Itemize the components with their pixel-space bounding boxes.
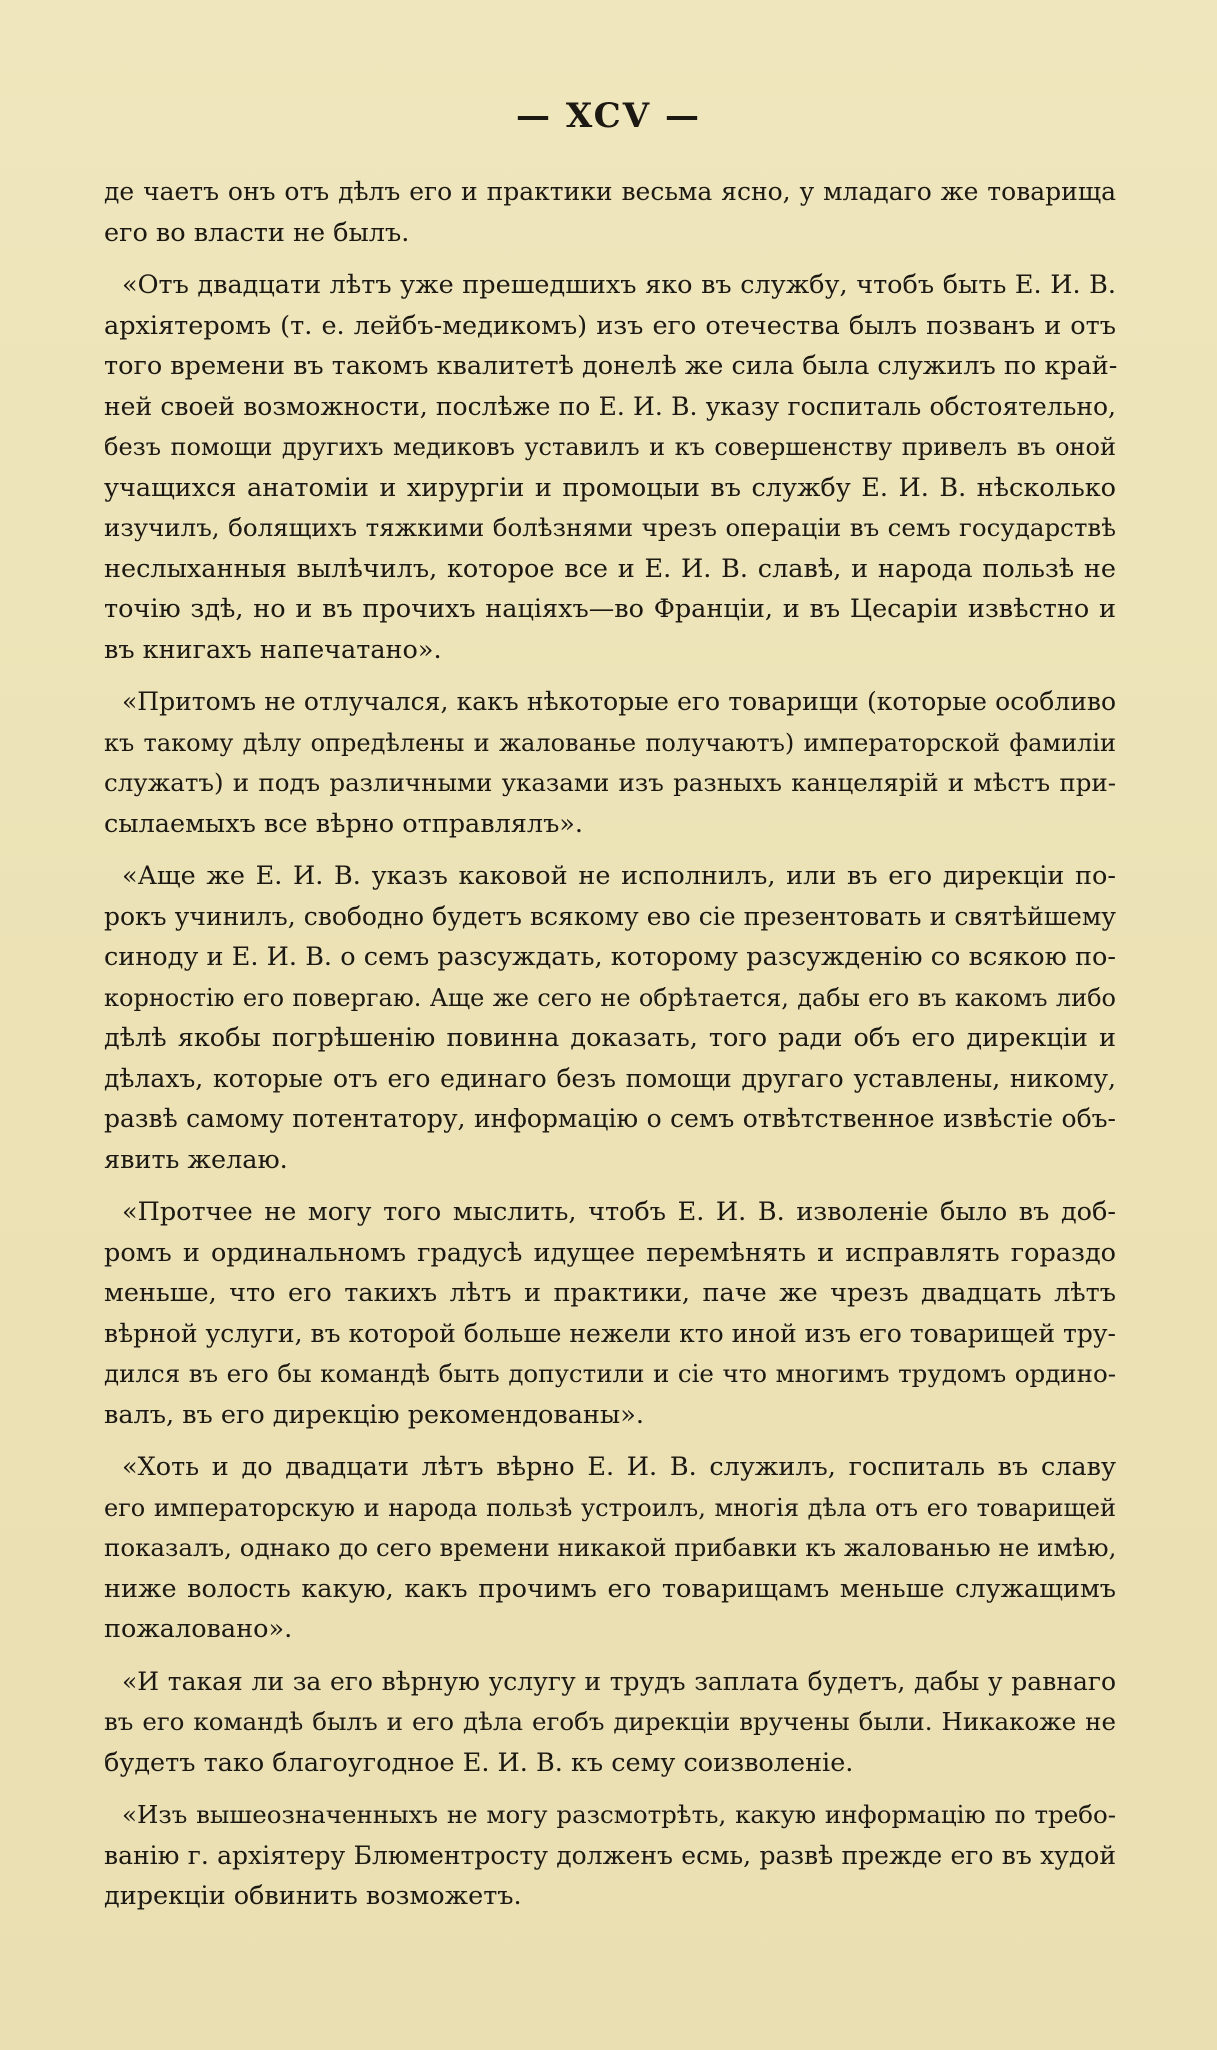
text-line: его во власти не былъ. bbox=[104, 217, 410, 248]
text-line: дился въ его бы командѣ быть допустили и сіе что многимъ трудомъ ордино- bbox=[104, 1359, 1116, 1388]
paragraph bbox=[104, 1662, 1116, 1784]
paragraph bbox=[104, 265, 1116, 670]
text-line: дирекціи обвинить возможетъ. bbox=[104, 1881, 522, 1911]
text-line: корностію его повергаю. Аще же сего не обрѣтается, дабы его въ какомъ либо bbox=[104, 983, 1116, 1012]
text-line: «Аще же Е. И. В. указъ каковой не исполнилъ, или въ его дирекціи по- bbox=[122, 861, 1116, 891]
paragraph bbox=[104, 1192, 1116, 1435]
text-line: «Отъ двадцати лѣтъ уже прешедшихъ яко въ службу, чтобъ быть Е. И. В. bbox=[122, 270, 1116, 300]
text-line: въ его командѣ былъ и его дѣла егобъ дирекціи вручены были. Никакоже не bbox=[104, 1707, 1116, 1736]
text-line: сылаемыхъ все вѣрно отправлялъ». bbox=[104, 808, 584, 839]
text-line: «И такая ли за его вѣрную услугу и трудъ заплата будетъ, дабы у равнаго bbox=[122, 1666, 1116, 1696]
text-line: архіятеромъ (т. е. лейбъ-медикомъ) изъ его отечества былъ позванъ и отъ bbox=[104, 310, 1116, 341]
text-line: ниже волость какую, какъ прочимъ его товарищамъ меньше служащимъ bbox=[104, 1573, 1116, 1604]
text-line: въ книгахъ напечатано». bbox=[104, 634, 442, 665]
text-line: учащихся анатоміи и хирургіи и промоцыи въ службу Е. И. В. нѣсколько bbox=[104, 472, 1116, 503]
text-line: вѣрной услуги, въ которой больше нежели кто иной изъ его товарищей тру- bbox=[104, 1318, 1116, 1348]
text-line: развѣ самому потентатору, информацію о семъ отвѣтственное извѣстіе объ- bbox=[104, 1104, 1116, 1133]
text-line: «Хоть и до двадцати лѣтъ вѣрно Е. И. В. служилъ, госпиталь въ славу bbox=[122, 1452, 1116, 1482]
text-line: того времени въ такомъ квалитетѣ донелѣ же сила была служилъ по край- bbox=[104, 351, 1118, 381]
text-line: дѣлахъ, которые отъ его единаго безъ помощи другаго уставлены, никому, bbox=[104, 1063, 1116, 1093]
text-line: синоду и Е. И. В. о семъ разсуждать, которому разсужденію со всякою по- bbox=[104, 942, 1116, 972]
text-line: къ такому дѣлу опредѣлены и жалованье получаютъ) императорской фамиліи bbox=[104, 728, 1116, 757]
text-line: дѣлѣ якобы погрѣшенію повинна доказать, того ради объ его дирекціи и bbox=[104, 1023, 1116, 1053]
text-line: рокъ учинилъ, свободно будетъ всякому ево сіе презентовать и святѣйшему bbox=[104, 901, 1116, 931]
paragraph bbox=[104, 172, 1116, 253]
paragraph bbox=[104, 682, 1116, 844]
paragraph bbox=[104, 856, 1116, 1180]
text-line: явить желаю. bbox=[104, 1144, 288, 1175]
paragraph bbox=[104, 1447, 1116, 1650]
text-line: будетъ тако благоугодное Е. И. В. къ сему соизволеніе. bbox=[104, 1747, 854, 1778]
text-line: «Притомъ не отлучался, какъ нѣкоторые его товарищи (которые особливо bbox=[122, 687, 1116, 716]
text-body bbox=[104, 172, 1116, 1929]
text-line: изучилъ, болящихъ тяжкими болѣзнями чрезъ операціи въ семъ государствѣ bbox=[104, 513, 1116, 542]
text-line: ванію г. архіятеру Блюментросту долженъ есмь, развѣ прежде его въ худой bbox=[104, 1840, 1116, 1870]
text-line: меньше, что его такихъ лѣтъ и практики, паче же чрезъ двадцать лѣтъ bbox=[104, 1278, 1116, 1308]
text-line: неслыханныя вылѣчилъ, которое все и Е. И. В. славѣ, и народа пользѣ не bbox=[104, 553, 1116, 584]
page-number: — XCV — bbox=[516, 96, 701, 136]
text-line: пожаловано». bbox=[104, 1614, 293, 1644]
text-line: «Изъ вышеозначенныхъ не могу разсмотрѣть, какую информацію по требо- bbox=[122, 1800, 1116, 1829]
text-line: безъ помощи другихъ медиковъ уставилъ и къ совершенству привелъ въ оной bbox=[104, 433, 1116, 461]
text-line: точію здѣ, но и въ прочихъ націяхъ—во Франціи, и въ Цесаріи извѣстно и bbox=[104, 594, 1116, 624]
text-line: служатъ) и подъ различными указами изъ разныхъ канцелярій и мѣстъ при- bbox=[104, 768, 1116, 797]
text-line: де чаетъ онъ отъ дѣлъ его и практики весьма ясно, у младаго же товарища bbox=[104, 177, 1116, 206]
text-line: показалъ, однако до сего времени никакой прибавки къ жалованью не имѣю, bbox=[104, 1533, 1117, 1562]
text-line: валъ, въ его дирекцію рекомендованы». bbox=[104, 1399, 644, 1430]
text-line: его императорскую и народа пользѣ устроилъ, многія дѣла отъ его товарищей bbox=[104, 1493, 1116, 1522]
text-line: ромъ и ординальномъ градусѣ идущее перемѣнять и исправлять гораздо bbox=[104, 1237, 1116, 1268]
paragraph bbox=[104, 1795, 1116, 1917]
text-line: «Протчее не могу того мыслить, чтобъ Е. И. В. изволеніе было въ доб- bbox=[122, 1197, 1116, 1227]
text-line: ней своей возможности, послѣже по Е. И. В. указу госпиталь обстоятельно, bbox=[104, 391, 1116, 421]
